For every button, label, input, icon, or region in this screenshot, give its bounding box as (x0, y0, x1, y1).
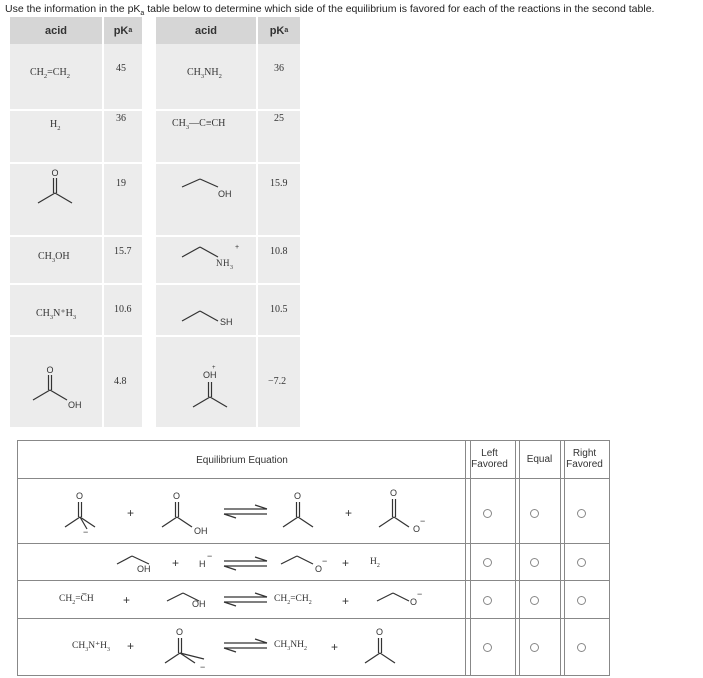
svg-text:+: + (331, 640, 339, 654)
svg-text:+: + (345, 506, 353, 520)
ethanol-structure (180, 175, 240, 205)
svg-text:O: O (410, 597, 418, 607)
header-acid: acid (10, 17, 102, 44)
svg-text:OH: OH (203, 370, 217, 380)
header-pka: pK a (104, 17, 142, 44)
svg-text:−: − (200, 662, 206, 672)
svg-text:−: − (420, 516, 426, 526)
svg-text:+: + (342, 556, 350, 570)
ethanethiol-structure (180, 301, 240, 331)
svg-text:O: O (390, 488, 398, 498)
protonated-acetone-structure (190, 362, 240, 412)
header-equal: Equal (526, 454, 553, 465)
ammonium-formula: $CH_3N^+H_3$ (72, 641, 110, 653)
pka-value: 25 (274, 113, 284, 124)
equilibrium-table (17, 440, 610, 676)
pka-table (10, 17, 300, 427)
amine-formula: $CH_3NH_2$ (274, 640, 307, 652)
reaction-2-left-favored-radio[interactable] (483, 558, 492, 567)
acid-formula: $CH_3—C\equiv CH$ (172, 118, 226, 131)
divider (142, 17, 156, 427)
acid-formula: $CH_3OH$ (38, 251, 70, 264)
reaction-1-equal-radio[interactable] (530, 509, 539, 518)
instructions-text: Use the information in the $pK_a$ table below to determine which side of the equilibrium is favored for each of the reactions in the second table. (5, 3, 655, 18)
pka-value: 19 (116, 178, 126, 189)
divider (10, 109, 300, 111)
svg-text:O: O (315, 564, 323, 574)
svg-text:H: H (223, 258, 230, 268)
svg-text:−: − (417, 589, 423, 599)
pka-value: 36 (116, 113, 126, 124)
acid-formula: $CH_3NH_2$ (187, 67, 222, 80)
svg-text:H: H (199, 559, 206, 569)
pka-value: 4.8 (114, 376, 127, 387)
reaction-3-right-favored-radio[interactable] (577, 596, 586, 605)
svg-text:OH: OH (68, 400, 82, 410)
pka-value: 15.7 (114, 246, 132, 257)
pka-value: 45 (116, 63, 126, 74)
divider (10, 162, 300, 164)
oxygen-label: O (51, 168, 59, 178)
svg-text:O: O (413, 524, 421, 534)
reaction-3-equal-radio[interactable] (530, 596, 539, 605)
divider (10, 335, 300, 337)
svg-text:O: O (176, 627, 184, 637)
svg-text:−: − (322, 556, 328, 566)
divider (10, 283, 300, 285)
charge-label: + (235, 244, 240, 251)
header-acid: acid (156, 17, 256, 44)
acetic-acid-structure (30, 362, 90, 412)
svg-text:OH: OH (192, 599, 206, 609)
svg-text:O: O (76, 491, 84, 501)
reaction-1-left-favored-radio[interactable] (483, 509, 492, 518)
acetone-structure (35, 165, 80, 210)
svg-text:+: + (172, 556, 180, 570)
pka-value: −7.2 (268, 376, 287, 387)
svg-text:+: + (342, 594, 350, 608)
pka-col-bg (258, 17, 300, 427)
divider (102, 17, 104, 427)
svg-text:N: N (216, 258, 223, 268)
reaction-4-equal-radio[interactable] (530, 643, 539, 652)
header-right-favored: Right Favored (566, 448, 603, 470)
svg-text:+: + (212, 365, 216, 371)
pka-value: 10.5 (270, 304, 288, 315)
reaction-4-equation (17, 619, 462, 675)
hydroxyl-label: OH (218, 189, 232, 199)
acetylide-formula: $CH_2=C̅H$ (59, 594, 94, 606)
reaction-2-right-favored-radio[interactable] (577, 558, 586, 567)
header-left-favored: Left Favored (471, 448, 508, 470)
acid-formula: $CH_3N^+H_3$ (36, 308, 77, 321)
plus-sign: + (127, 639, 135, 653)
reaction-4-right-favored-radio[interactable] (577, 643, 586, 652)
reaction-3-left-favored-radio[interactable] (483, 596, 492, 605)
pka-value: 10.6 (114, 304, 132, 315)
header-pka: pK a (258, 17, 300, 44)
pka-value: 15.9 (270, 178, 288, 189)
pka-col-bg (104, 17, 142, 427)
reaction-2-equation (17, 544, 462, 580)
svg-text:−: − (83, 527, 89, 537)
svg-text:−: − (207, 551, 213, 561)
pka-value: 36 (274, 63, 284, 74)
svg-text:O: O (294, 491, 302, 501)
header-equation: Equilibrium Equation (196, 455, 288, 466)
reaction-4-left-favored-radio[interactable] (483, 643, 492, 652)
svg-text:OH: OH (194, 526, 208, 536)
svg-text:+: + (127, 506, 135, 520)
reaction-1-equation (17, 479, 462, 543)
divider (10, 235, 300, 237)
acid-formula: $CH_2=CH_2$ (30, 67, 70, 80)
reaction-2-equal-radio[interactable] (530, 558, 539, 567)
reaction-1-right-favored-radio[interactable] (577, 509, 586, 518)
pka-value: 10.8 (270, 246, 288, 257)
svg-text:3: 3 (230, 265, 233, 271)
ethylene-formula: $CH_2=CH_2$ (274, 594, 312, 606)
ethylammonium-structure (180, 239, 250, 273)
svg-text:O: O (46, 365, 54, 375)
acid-formula: $H_2$ (50, 119, 61, 132)
svg-text:OH: OH (137, 564, 151, 574)
plus-sign: + (123, 593, 131, 607)
thiol-label: SH (220, 317, 233, 327)
divider (256, 17, 258, 427)
svg-text:O: O (376, 627, 384, 637)
svg-text:O: O (173, 491, 181, 501)
reaction-3-equation (17, 581, 462, 618)
hydrogen-formula: $H_2$ (370, 557, 380, 569)
